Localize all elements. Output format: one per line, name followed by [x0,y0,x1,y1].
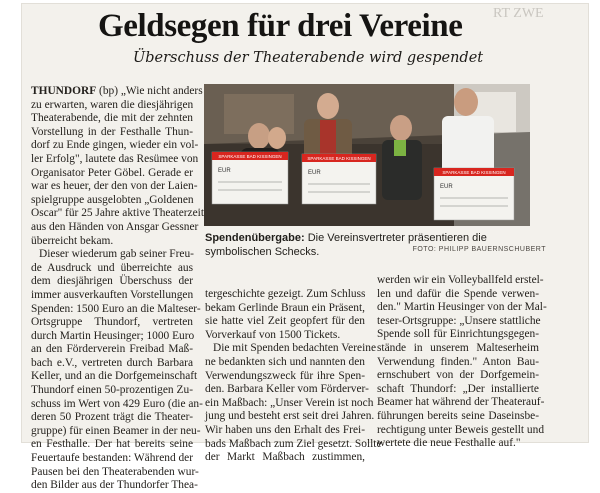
photo-donation-handover [204,84,530,226]
text-line: überreicht bekam. [31,234,114,247]
text-line: führungen bereits seine Daseinsbe- [377,409,539,422]
article-column-2 [205,288,382,465]
text-line: Vorstellung in der Festhalle Thun- [31,125,193,138]
text-line: Verwendungszweck für ihre Spen- [205,369,365,382]
text-line: schuss im Wert von 429 Euro (die an- [31,397,203,410]
text-line: rechtigung unter Beweis gestellt und [377,423,545,436]
text-line: Die mit Spenden bedachten Vereine [213,342,376,355]
text-line: aus den Händen von Ansgar Gessner [31,220,199,233]
text-line: deren 50 Prozent trägt die Theater- [31,411,193,424]
text-line: jung und besteht erst seit drei Jahren. [205,410,375,423]
text-line: sie hatte viel Zeit geopfert für den [205,315,365,328]
text-line: werden wir ein Volleyballfeld erstel- [377,274,544,286]
text-line: Spenden: 1500 Euro an die Malteser- [31,302,201,315]
article-column-1 [31,85,205,493]
text-line: der Markt Maßbach zustimmen, [205,451,365,464]
text-line: stände in unserem Malteserheim [377,341,539,354]
check-sign-text: SPARKASSE BAD KISSINGEN [442,170,506,175]
dateline: THUNDORF [31,85,97,97]
check-currency-label: EUR [218,168,231,174]
text-line: durch Martin Heusinger; 1000 Euro [31,329,195,342]
text-line: Ortsgruppe Thundorf, vertreten [31,316,193,329]
article-column-3 [377,274,547,451]
text-line: den. Barbara Keller vom Förderver- [205,383,369,396]
text-line: Vorverkauf von 1500 Tickets. [205,328,341,341]
article-photo [204,84,530,226]
text-line: dem diesjährigen Überschuss der [31,275,193,288]
text-line: dorf zu Ende gingen, wieder ein vol- [31,139,199,152]
caption-text: Die Vereinsvertreter präsentieren die symbolischen Schecks. [205,232,487,258]
text-line: THUNDORF (bp) „Wie nicht anders [31,85,203,97]
neighbor-headline-fragment: RT ZWE [493,6,544,21]
check-currency-label: EUR [440,184,453,190]
text-line: Thundorf einen 50-prozentigen Zu- [31,384,193,397]
text-line: teser-Ortsgruppe: „Unsere stattliche [377,314,541,327]
text-line: Beamer hat während der Theaterauf- [377,396,545,409]
text-line: Spende soll für Einrichtungsgegen- [377,328,539,341]
text-line: Pausen bei den Theaterabenden wur- [31,465,199,478]
text-line: war es heuer, der den von der Laien- [31,180,198,193]
text-line: den." Martin Heusinger von der Mal- [377,301,547,314]
text-line: Oscar" für 25 Jahre aktive Theaterzeit [31,207,205,220]
check-sign-text: SPARKASSE BAD KISSINGEN [307,156,371,161]
article-headline: Geldsegen für drei Vereine [98,8,463,44]
text-line: ne bedankten sich und nannten den [205,355,365,368]
text-line: Dieser wiederum gab seiner Freu- [39,248,194,261]
text-line: ein Maßbach: „Unser Verein ist noch [205,396,374,409]
caption-lead: Spendenübergabe: [205,232,305,244]
text-line: Theaterabende, die mit der zehnten [31,112,193,125]
text-line: bekam Gerlinde Braun ein Präsent, [205,301,365,314]
photo-credit: FOTO: PHILIPP BAUERNSCHUBERT [412,246,546,253]
text-line: en Festhalle. Der hat bereits seine [31,438,193,451]
text-line: schaft Thundorf: „Der installierte [377,382,539,395]
check-currency-label: EUR [308,170,321,176]
text-line: Keller, und an die Dorfgemeinschaft [31,370,198,383]
text-line: Verwendung finden." Anton Bau- [377,355,539,368]
text-line: spielgruppe ausgelobten „Goldenen [31,193,194,206]
text-line: ernschubert von der Dorfgemein- [377,369,539,382]
text-line: bach e.V., vertreten durch Barbara [31,356,193,369]
text-line: bads Maßbach zum Ziel gesetzt. Sollte [205,437,382,450]
text-line: zu erwarten, waren die diesjährigen [31,98,194,111]
check-sign-text: SPARKASSE BAD KISSINGEN [218,154,282,159]
article-subheadline: Überschuss der Theaterabende wird gespendet [133,50,484,66]
text-line: Feuertaufe bestanden: Während der [31,452,194,465]
text-line: den Bilder aus der Thundorfer Thea- [31,479,198,492]
text-line: gruppe) für einen Beamer in der neu- [31,424,201,437]
text-line: wertete die neue Festhalle auf." [377,437,521,450]
text-line: len und dafür die Spende verwen- [377,287,539,300]
text-line: tergeschichte gezeigt. Zum Schluss [205,288,366,300]
text-line: immer ausverkauften Vorstellungen [31,288,194,301]
text-line: an den Förderverein Freibad Maß- [31,343,193,356]
text-line: Wir haben uns den Erhalt des Frei- [205,423,365,436]
text-line: Organisator Peter Göbel. Gerade er [31,166,193,179]
text-line: ler Erfolg", lautete das Resümee von [31,152,199,165]
text-line: de Ausdruck und überreichte aus [31,261,193,274]
